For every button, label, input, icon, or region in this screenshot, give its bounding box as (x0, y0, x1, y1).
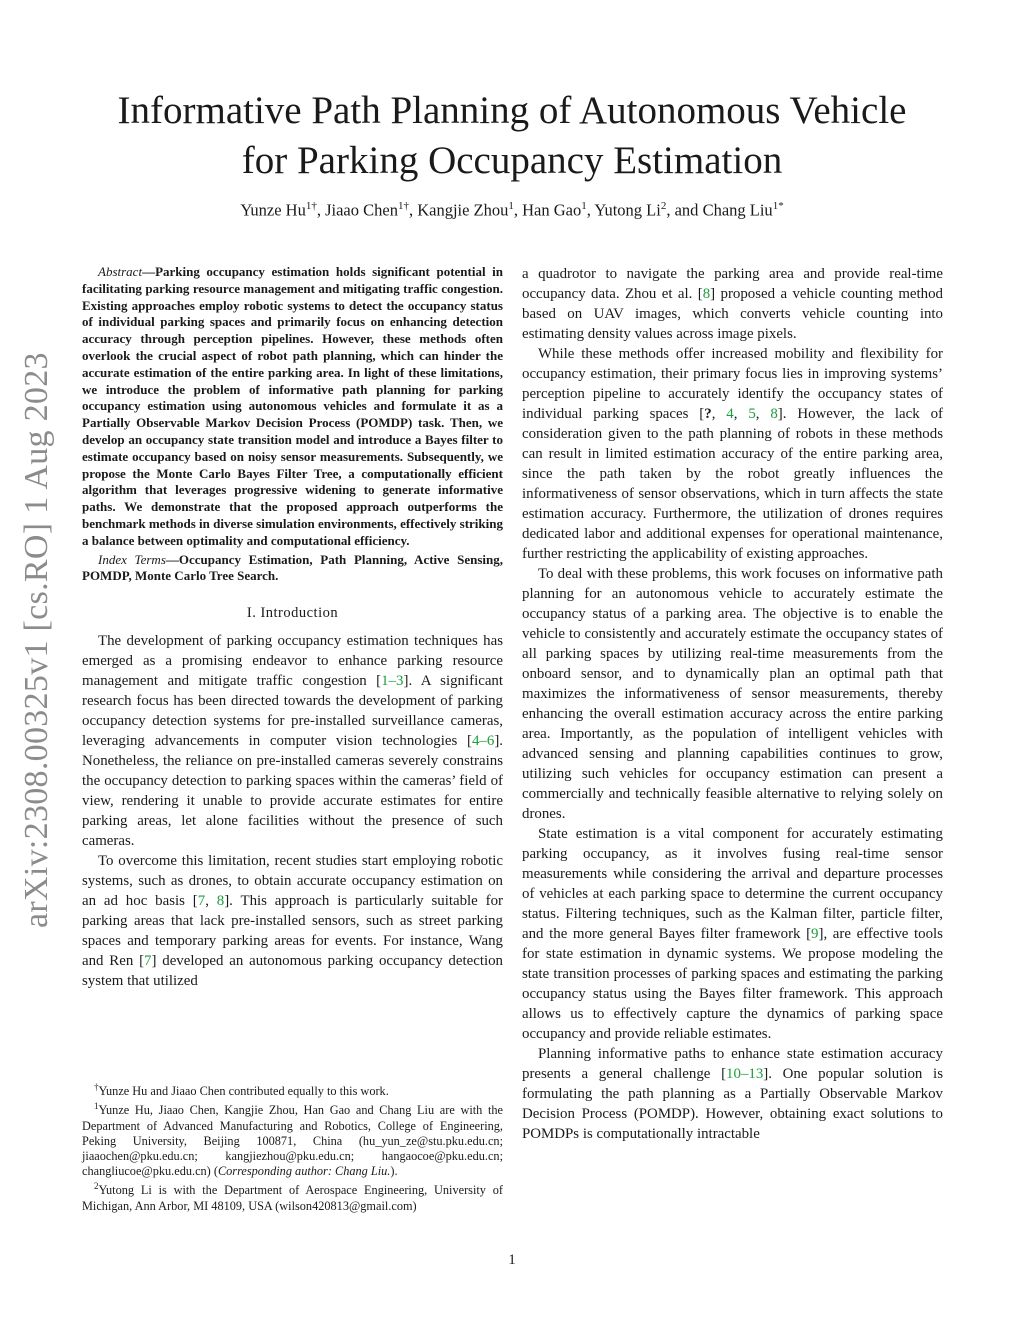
footnote: $^1$Yunze Hu, Jiaao Chen, Kangjie Zhou, Han Gao and Chang Liu are with the Department of Advanced Manufacturing and Robotics, College of Engineering, Peking University, Beijing 100871, China (hu_yun_ze@stu.pku.edu.cn; jiaaochen@pku.edu.cn; kangjiezhou@pku.edu.cn; hangaocoe@pku.edu.cn; changliucoe@pku.edu.cn) (Corresponding author: Chang Liu.). (82, 1101, 503, 1179)
footnote: $^2$Yutong Li is with the Department of Aerospace Engineering, University of Michigan, Ann Arbor, MI 48109, USA (wilson420813@gmail.com) (82, 1181, 503, 1213)
citation-link[interactable]: 8 (216, 893, 225, 910)
page-number: 1 (508, 1252, 516, 1268)
citation-link[interactable]: 8 (770, 406, 778, 422)
footnote-mark: 1 (94, 1101, 99, 1112)
title-line: Informative Path Planning of Autonomous Vehicle (117, 89, 907, 132)
author-affiliation-mark: 2 (660, 200, 667, 212)
author-affiliation-mark: 1† (305, 200, 317, 212)
body-paragraph: To overcome this limitation, recent studies start employing robotic systems, such as drones, to obtain accurate occupancy estimation on an ad hoc basis [7, 8]. This approach is particularly suitable for parking areas that lack pre-installed sensors, such as street parking spaces and temporary parking areas for events. For instance, Wang and Ren [7] developed an autonomous parking occupancy detection system that utilized (82, 853, 504, 990)
paper-title (0, 86, 1024, 186)
citation-link[interactable]: 5 (748, 406, 756, 422)
footnotes (82, 1080, 503, 1214)
abstract-label: Abstract (98, 264, 143, 279)
citation-link[interactable]: 9 (811, 926, 819, 942)
author-affiliation-mark: 1* (772, 200, 784, 212)
index-terms (82, 552, 503, 586)
arxiv-identifier: arXiv:2308.00325v1 [cs.RO] 1 Aug 2023 (18, 352, 55, 928)
body-paragraph: State estimation is a vital component for accurately estimating parking occupancy, as it involves fusing real-time sensor measurements while considering the arrival and departure processes of vehicles at each parking space to determine the current occupancy status. Filtering techniques, such as the Kalman filter, particle filter, and the more general Bayes filter framework [9], are effective tools for state estimation in dynamic systems. We propose modeling the state transition processes of parking spaces and estimating the parking occupancy status using the Bayes filter framework. This approach allows us to effectively capture the dynamics of parking space occupancy and provide reliable estimates. (522, 826, 943, 1042)
author-name: Yunze Hu (240, 200, 306, 220)
author-list: Yunze $Hu^{1\dagger}$, Jiaao Chen$^{1\dagger}$, Kangjie Zhou$^1$, Han Gao$^1$, Yutong Li$^2$, and Chang Liu$^{1*}$ (240, 200, 784, 220)
author-name: Yutong Li (594, 200, 661, 220)
left-column (82, 264, 503, 991)
citation-link[interactable]: 1–3 (381, 673, 404, 690)
author-name: Kangjie Zhou (417, 200, 509, 220)
body-paragraph: To deal with these problems, this work focuses on informative path planning for an autonomous vehicle to accurately estimate the occupancy status of a parking area. The objective is to enable the vehicle to consistently and accurately estimate the occupancy states of all parking spaces by utilizing real-time measurements from the onboard sensor, and to dynamically plan an optimal path that maximizes the informativeness of sensor measurements, thereby enhancing the overall estimation accuracy across the entire parking area. Importantly, as the population of intelligent vehicles with advanced sensing and planning capabilities continues to grow, utilizing such vehicles for occupancy estimation can present a commercially and technically feasible alternative to relying solely on drones. (522, 566, 943, 822)
index-terms-text: —Occupancy Estimation, Path Planning, Active Sensing, POMDP, Monte Carlo Tree Search. (82, 551, 503, 584)
abstract-text: —Parking occupancy estimation holds significant potential in facilitating parking resource management and mitigating traffic congestion. Existing approaches employ robotic systems to detect the occupancy status of individual parking spaces and primarily focus on enhancing detection accuracy through perception pipelines. However, these methods often overlook the crucial aspect of robot path planning, which can hinder the accurate estimation of the entire parking area. In light of these limitations, we introduce the problem of informative path planning for parking occupancy estimation using autonomous vehicles and formulate it as a Partially Observable Markov Decision Process (POMDP) task. Then, we develop an occupancy state transition model and introduce a Bayes filter to estimate occupancy based on noisy sensor measurements. Subsequently, we propose the Monte Carlo Bayes Filter Tree, a computationally efficient algorithm that leverages progressive widening to generate informative paths. We demonstrate that the proposed approach outperforms the benchmark methods in diverse simulation environments, effectively striking a balance between optimality and computational efficiency. (82, 264, 503, 548)
author-name: Jiaao Chen (325, 200, 398, 220)
author-name: Han Gao (522, 200, 582, 220)
author-affiliation-mark: 1 (581, 200, 587, 212)
footnote-mark: 2 (94, 1181, 99, 1192)
body-paragraph: The development of parking occupancy estimation techniques has emerged as a promising endeavor to enhance parking resource management and mitigate traffic congestion [1–3]. A significant research focus has been directed towards the development of parking occupancy detection systems for pre-installed surveillance cameras, leveraging advancements in computer vision technologies [4–6]. Nonetheless, the reliance on pre-installed cameras severely constrains the occupancy detection to parking spaces within the cameras’ field of view, rendering it unable to provide accurate estimates for entire parking areas, let alone facilities without the presence of such cameras. (82, 633, 504, 850)
right-column (522, 264, 943, 1144)
citation-link[interactable]: 10–13 (726, 1066, 764, 1082)
abstract (82, 264, 503, 550)
section-heading: I. Introduction (246, 605, 339, 622)
citation-link[interactable]: 4–6 (471, 733, 495, 750)
author-name: Chang Liu (702, 200, 773, 220)
citation-link[interactable]: 7 (197, 893, 206, 910)
title-line: for Parking Occupancy Estimation (241, 139, 783, 182)
citation-link[interactable]: 8 (702, 286, 711, 302)
citation-link[interactable]: 4 (726, 406, 734, 422)
index-terms-label: Index Terms (98, 551, 166, 567)
body-paragraph: Planning informative paths to enhance state estimation accuracy presents a general challenge [10–13]. One popular solution is formulating the path planning as a Partially Observable Markov Decision Process (POMDP). However, obtaining exact solutions to POMDPs is computationally intractable (522, 1046, 943, 1142)
emphasis: Corresponding author: Chang Liu. (217, 1164, 391, 1179)
right-body (522, 264, 943, 1144)
author-affiliation-mark: 1† (397, 200, 409, 212)
author-affiliation-mark: 1 (508, 200, 514, 212)
left-body (82, 631, 503, 991)
citation-link[interactable]: 7 (144, 953, 152, 970)
missing-citation: ? (704, 406, 712, 422)
body-paragraph: a quadrotor to navigate the parking area and provide real-time occupancy data. Zhou et al. [8] proposed a vehicle counting method based on UAV images, which converts vehicle counting into estimating density values across image pixels. (522, 266, 943, 342)
footnote-mark: † (94, 1082, 99, 1092)
body-paragraph: While these methods offer increased mobility and flexibility for occupancy estimation, their primary focus lies in improving systems’ perception pipeline to accurately identify the occupancy states of individual parking spaces [?, 4, 5, 8]. However, the lack of consideration given to the path planning of robots in these methods can result in limited estimation accuracy of the entire parking area, since the path taken by the robot greatly influences the informativeness of sensor observations, which in turn affects the state estimation accuracy. Furthermore, the utilization of drones requires dedicated labor and additional expenses for operational maintenance, further restricting the applicability of existing approaches. (522, 346, 943, 562)
footnote: †Yunze Hu and Jiaao Chen contributed equally to this work. (94, 1082, 389, 1099)
